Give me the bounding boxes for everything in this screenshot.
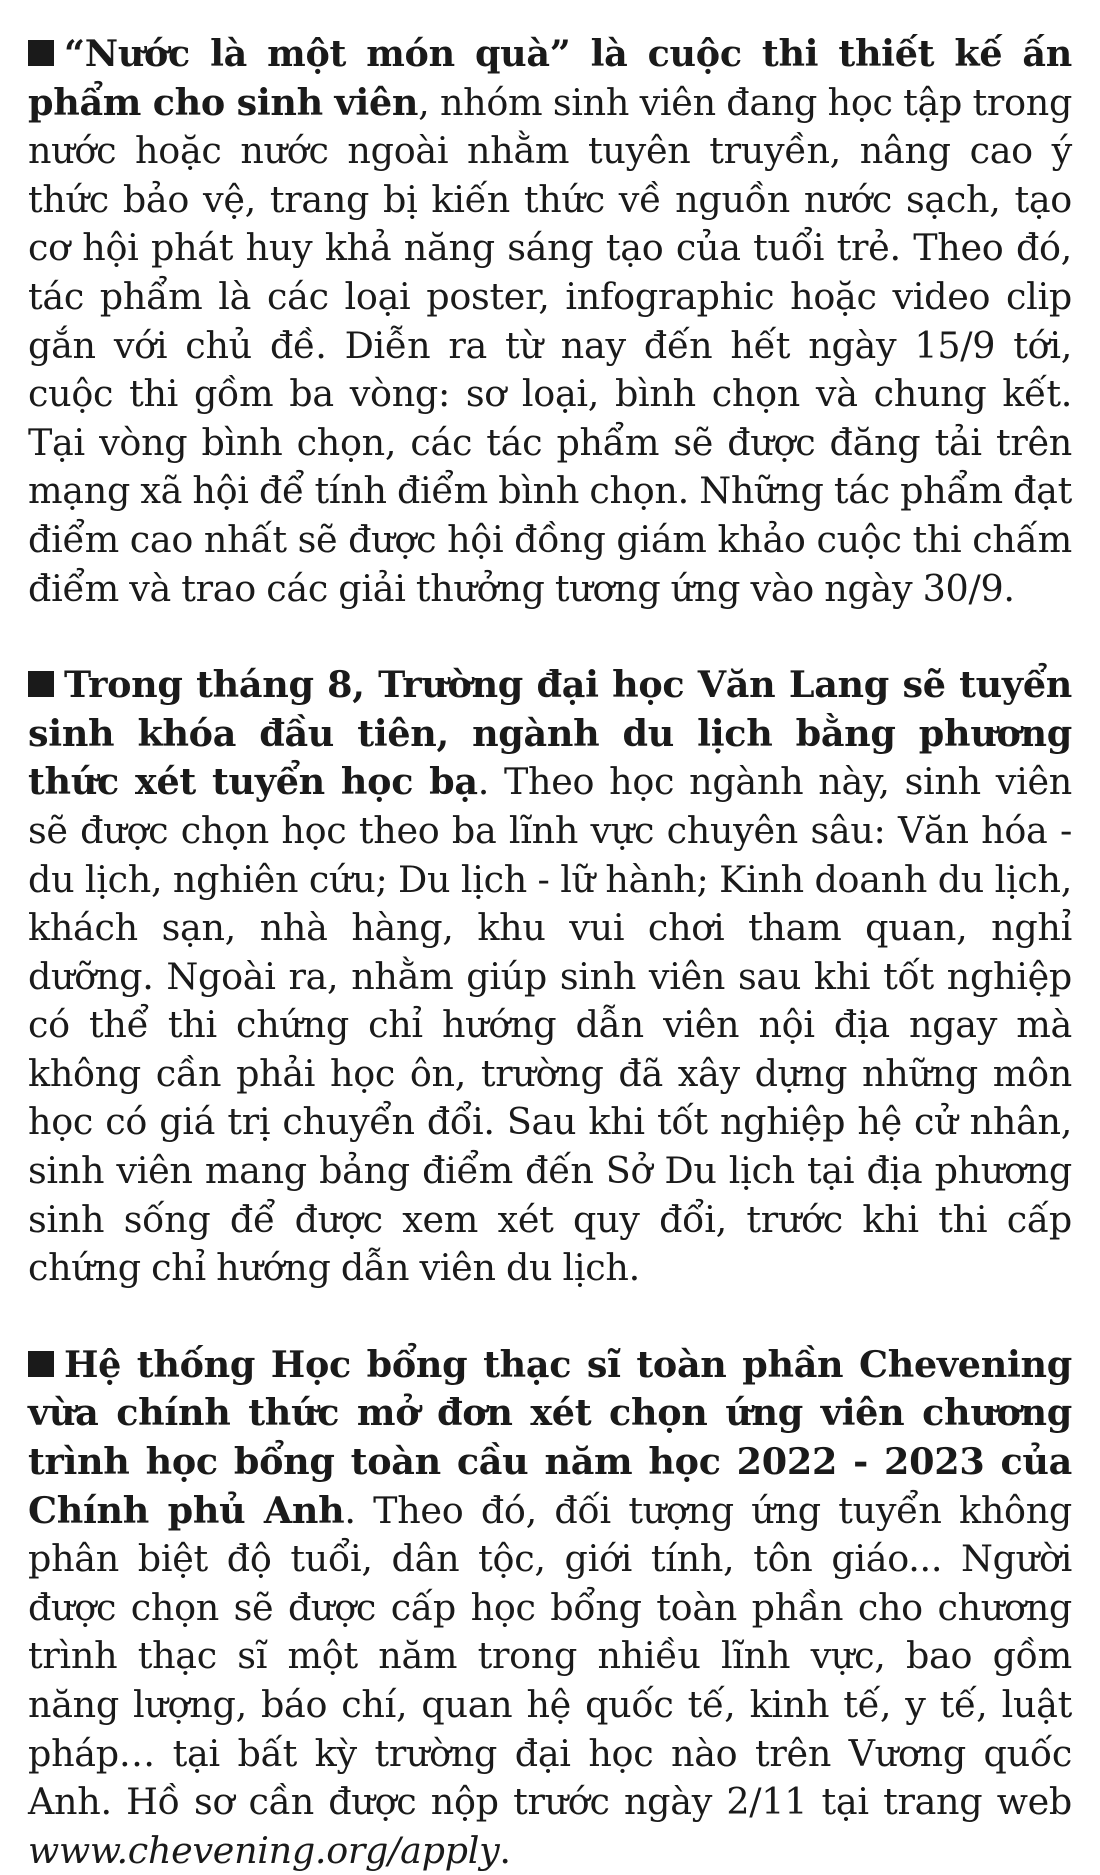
brief-tail: . xyxy=(499,1828,511,1872)
square-bullet-icon xyxy=(28,1351,54,1377)
brief-van-lang-tourism xyxy=(28,661,1072,1293)
brief-chevening-scholarship xyxy=(28,1341,1072,1875)
brief-body: , nhóm sinh viên đang học tập trong nước hoặc nước ngoài nhằm tuyên truyền, nâng cao ý thức bảo vệ, trang bị kiến thức về nguồn nước sạch, tạo cơ hội phát huy khả năng sáng tạo của tuổi trẻ. Theo đó, tác phẩm là các loại poster, infographic hoặc video clip gắn với chủ đề. Diễn ra từ nay đến hết ngày 15/9 tới, cuộc thi gồm ba vòng: sơ loại, bình chọn và chung kết. Tại vòng bình chọn, các tác phẩm sẽ được đăng tải trên mạng xã hội để tính điểm bình chọn. Những tác phẩm đạt điểm cao nhất sẽ được hội đồng giám khảo cuộc thi chấm điểm và trao các giải thưởng tương ứng vào ngày 30/9. xyxy=(28,80,1073,610)
brief-water-design-contest xyxy=(28,30,1072,613)
square-bullet-icon xyxy=(28,40,54,66)
brief-body: . Theo học ngành này, sinh viên sẽ được chọn học theo ba lĩnh vực chuyên sâu: Văn hóa - du lịch, nghiên cứu; Du lịch - lữ hành; Kinh doanh du lịch, khách sạn, nhà hàng, khu vui chơi tham quan, nghỉ dưỡng. Ngoài ra, nhằm giúp sinh viên sau khi tốt nghiệp có thể thi chứng chỉ hướng dẫn viên nội địa ngay mà không cần phải học ôn, trường đã xây dựng những môn học có giá trị chuyển đổi. Sau khi tốt nghiệp hệ cử nhân, sinh viên mang bảng điểm đến Sở Du lịch tại địa phương sinh sống để được xem xét quy đổi, trước khi thi cấp chứng chỉ hướng dẫn viên du lịch. xyxy=(28,760,1072,1290)
brief-lead: Hệ thống Học bổng thạc sĩ toàn phần Chevening vừa chính thức mở đơn xét chọn ứng viên chương trình học bổng toàn cầu năm học 2022 - 2023 của Chính phủ Anh xyxy=(28,1342,1072,1532)
brief-lead: “Nước là một món quà” là cuộc thi thiết kế ấn phẩm cho sinh viên xyxy=(28,32,1072,124)
chevening-apply-url: www.chevening.org/apply xyxy=(28,1828,500,1872)
brief-lead: Trong tháng 8, Trường đại học Văn Lang sẽ tuyển sinh khóa đầu tiên, ngành du lịch bằng phương thức xét tuyển học bạ xyxy=(28,663,1072,804)
square-bullet-icon xyxy=(28,671,54,697)
brief-body: . Theo đó, đối tượng ứng tuyển không phân biệt độ tuổi, dân tộc, giới tính, tôn giáo... Người được chọn sẽ được cấp học bổng toàn phần cho chương trình thạc sĩ một năm trong nhiều lĩnh vực, bao gồm năng lượng, báo chí, quan hệ quốc tế, kinh tế, y tế, luật pháp… tại bất kỳ trường đại học nào trên Vương quốc Anh. Hồ sơ cần được nộp trước ngày 2/11 tại trang web xyxy=(28,1488,1072,1824)
